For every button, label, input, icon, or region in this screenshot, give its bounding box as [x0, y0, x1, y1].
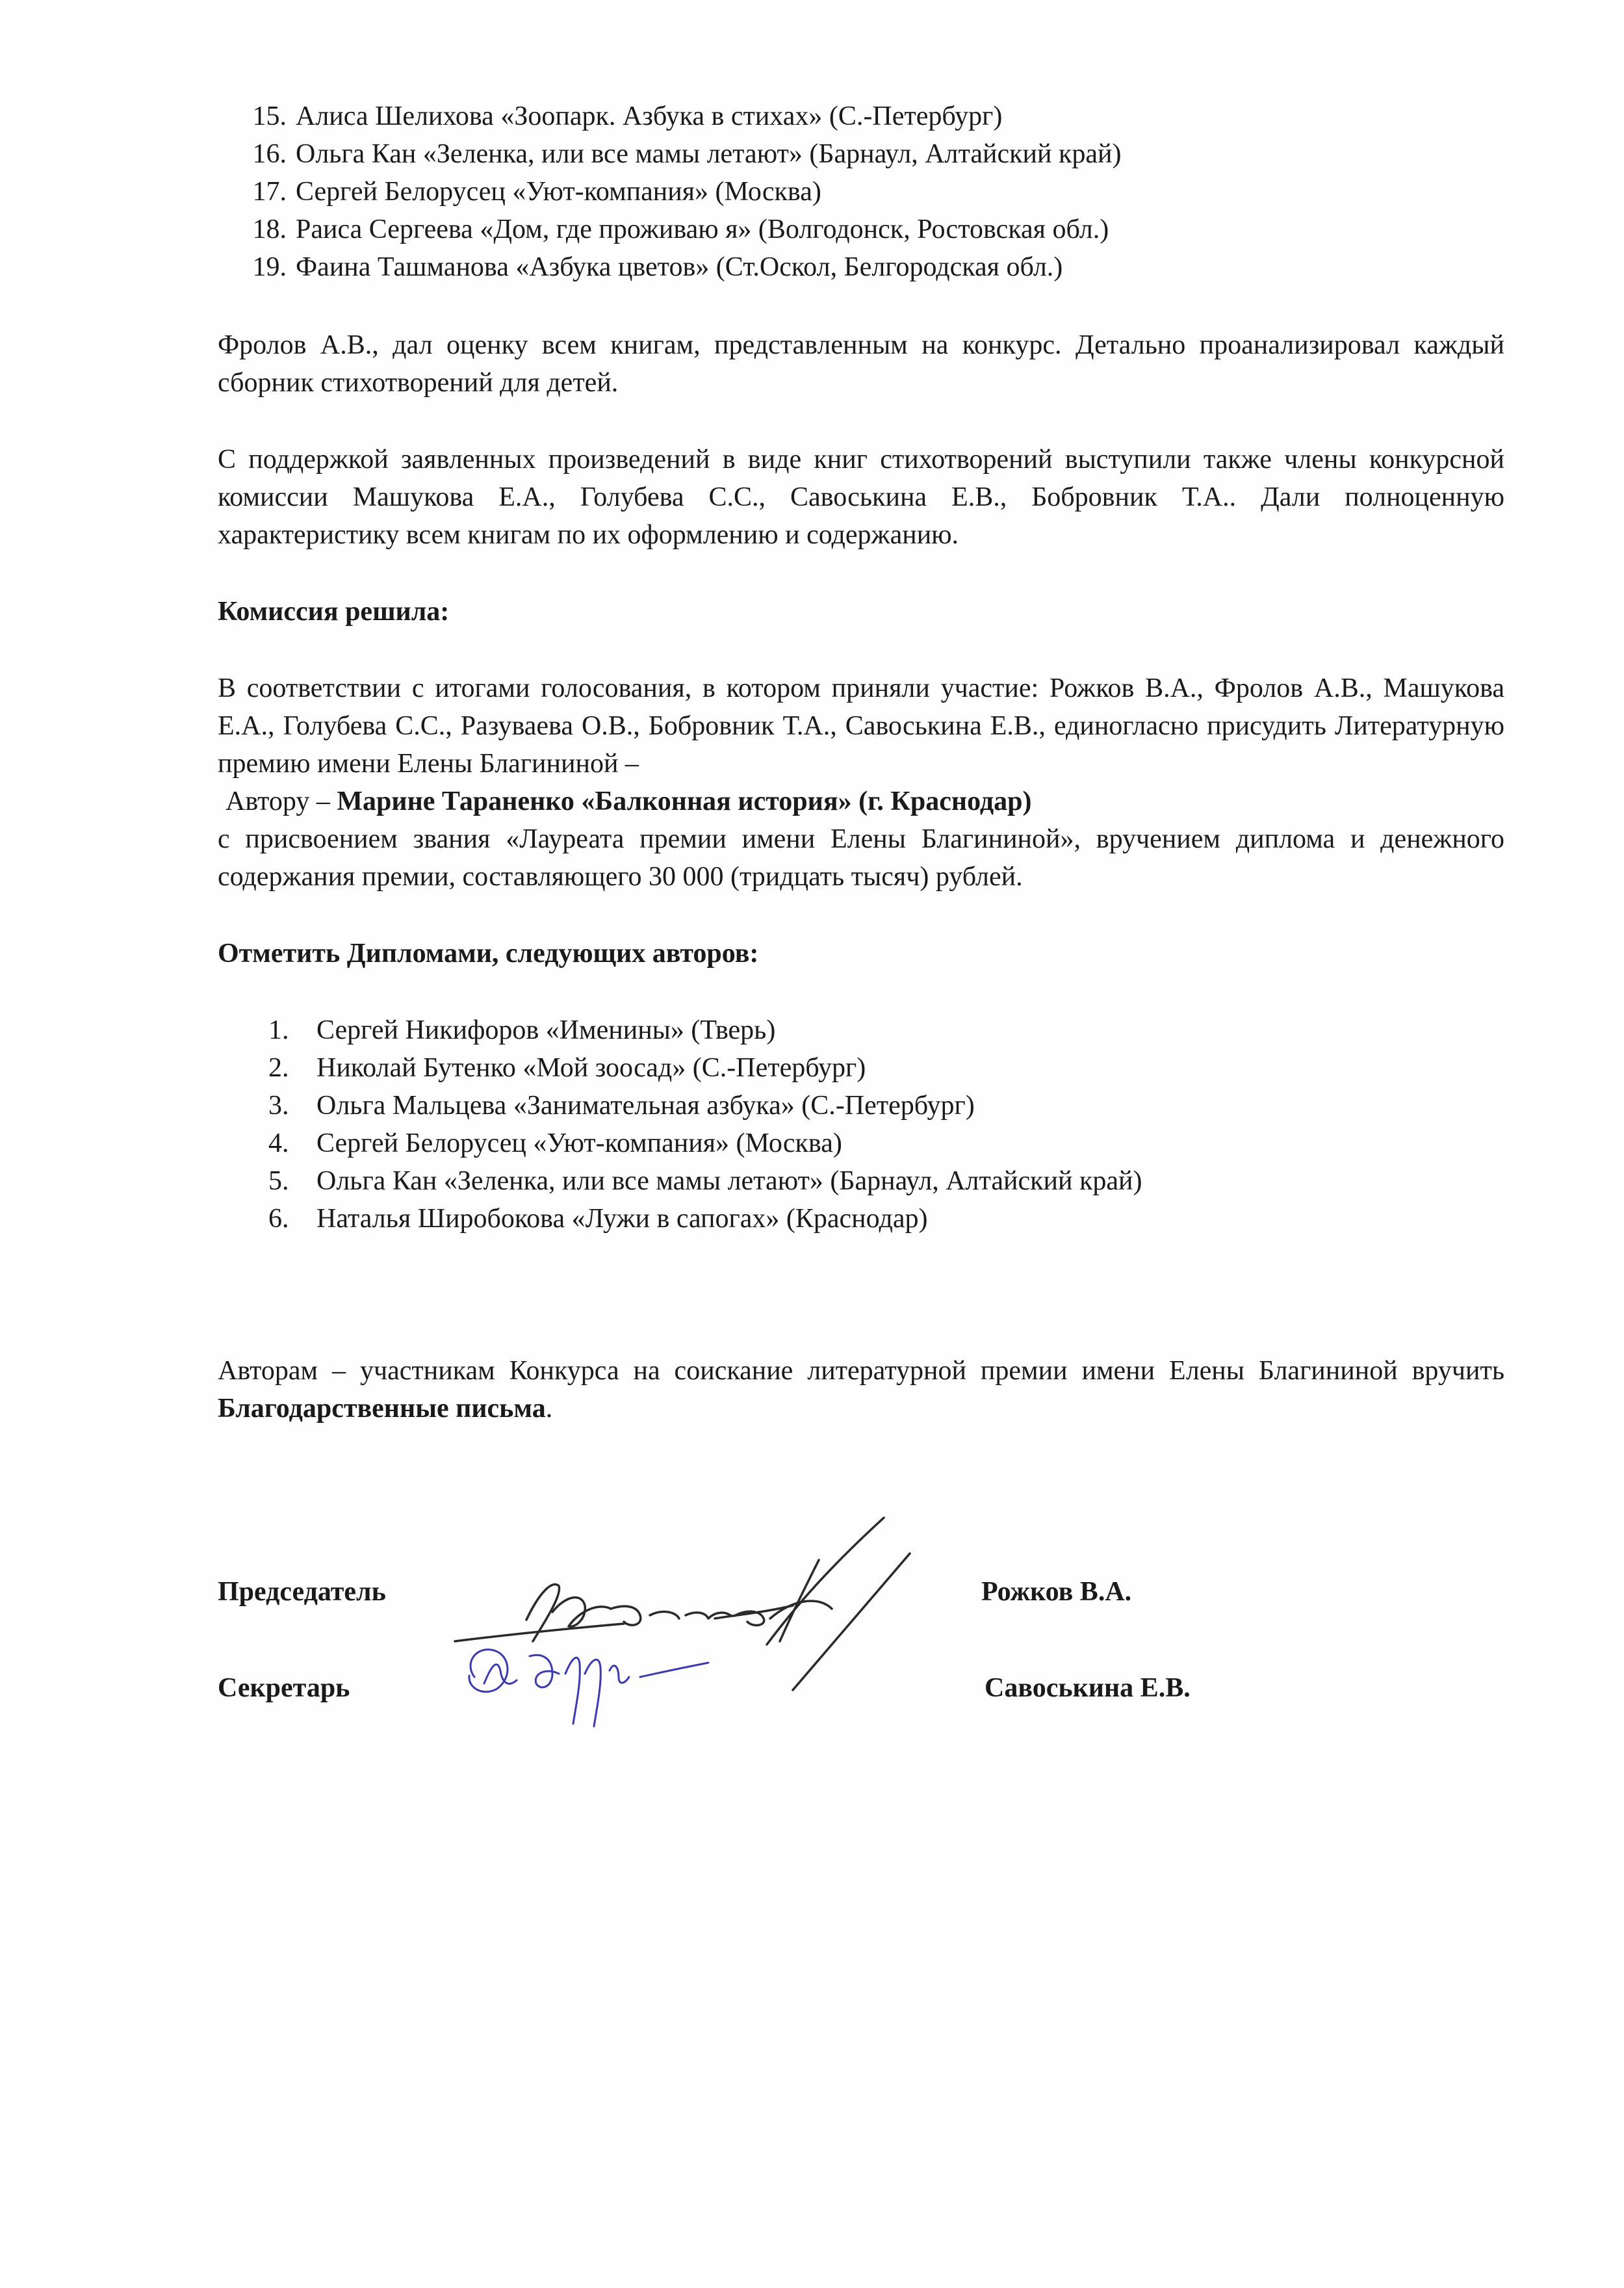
diploma-list [218, 1011, 1504, 1238]
signature-block [218, 1573, 1504, 1833]
list-item: 5. Ольга Кан «Зеленка, или все мамы летают» (Барнаул, Алтайский край) [268, 1166, 1142, 1196]
winner-prefix: Автору – [226, 786, 337, 816]
secretary-row [218, 1669, 1504, 1708]
secretary-name: Савоськина Е.В. [985, 1673, 1191, 1703]
list-item: 4. Сергей Белорусец «Уют-компания» (Москва) [268, 1128, 842, 1158]
secretary-role: Секретарь [218, 1673, 350, 1703]
list-item: 15. Алиса Шелихова «Зоопарк. Азбука в стихах» (С.-Петербург) [252, 101, 1003, 131]
winner-line [218, 783, 1504, 820]
heading-commission-decided: Комиссия решила: [218, 597, 450, 627]
heading-diplomas: Отметить Дипломами, следующих авторов: [218, 939, 759, 968]
document-body [218, 98, 1504, 1427]
list-item: 17. Сергей Белорусец «Уют-компания» (Москва) [252, 177, 821, 207]
paragraph-support: С поддержкой заявленных произведений в виде книг стихотворений выступили также члены конкурсной комиссии Машукова Е.А., Голубева С.С., Савоськина Е.В., Бобровник Т.А.. Дали полноценную характеристику всем книгам по их оформлению и содержанию. [218, 445, 1504, 550]
list-item: 18. Раиса Сергеева «Дом, где проживаю я» (Волгодонск, Ростовская обл.) [252, 214, 1109, 244]
paragraph-frolov: Фролов А.В., дал оценку всем книгам, представленным на конкурс. Детально проанализировал каждый сборник стихотворений для детей. [218, 330, 1504, 398]
nominee-list-continued [218, 98, 1504, 286]
paragraph-award: с присвоением звания «Лауреата премии имени Елены Благининой», вручением диплома и денежного содержания премии, составляющего 30 000 (тридцать тысяч) рублей. [218, 824, 1504, 892]
list-item: 2. Николай Бутенко «Мой зоосад» (С.-Петербург) [268, 1053, 866, 1083]
chair-role: Председатель [218, 1577, 386, 1607]
chair-name: Рожков В.А. [981, 1577, 1132, 1607]
paragraph-vote: В соответствии с итогами голосования, в котором приняли участие: Рожков В.А., Фролов А.В., Машукова Е.А., Голубева С.С., Разуваева О.В., Бобровник Т.А., Савоськина Е.В., единогласно присудить Литературную премию имени Елены Благининой – [218, 673, 1504, 779]
list-item: 6. Наталья Широбокова «Лужи в сапогах» (Краснодар) [268, 1204, 928, 1234]
list-item: 1. Сергей Никифоров «Именины» (Тверь) [268, 1015, 776, 1045]
paragraph-thank-you-letters: Авторам – участникам Конкурса на соискание литературной премии имени Елены Благининой вручить Благодарственные письма. [218, 1356, 1504, 1424]
list-item: 3. Ольга Мальцева «Занимательная азбука» (С.-Петербург) [268, 1091, 975, 1121]
chair-row [218, 1573, 1504, 1612]
list-item: 16. Ольга Кан «Зеленка, или все мамы летают» (Барнаул, Алтайский край) [252, 139, 1122, 169]
list-item: 19. Фаина Ташманова «Азбука цветов» (Ст.Оскол, Белгородская обл.) [252, 252, 1063, 282]
winner-name: Марине Тараненко «Балконная история» (г. Краснодар) [337, 786, 1032, 816]
